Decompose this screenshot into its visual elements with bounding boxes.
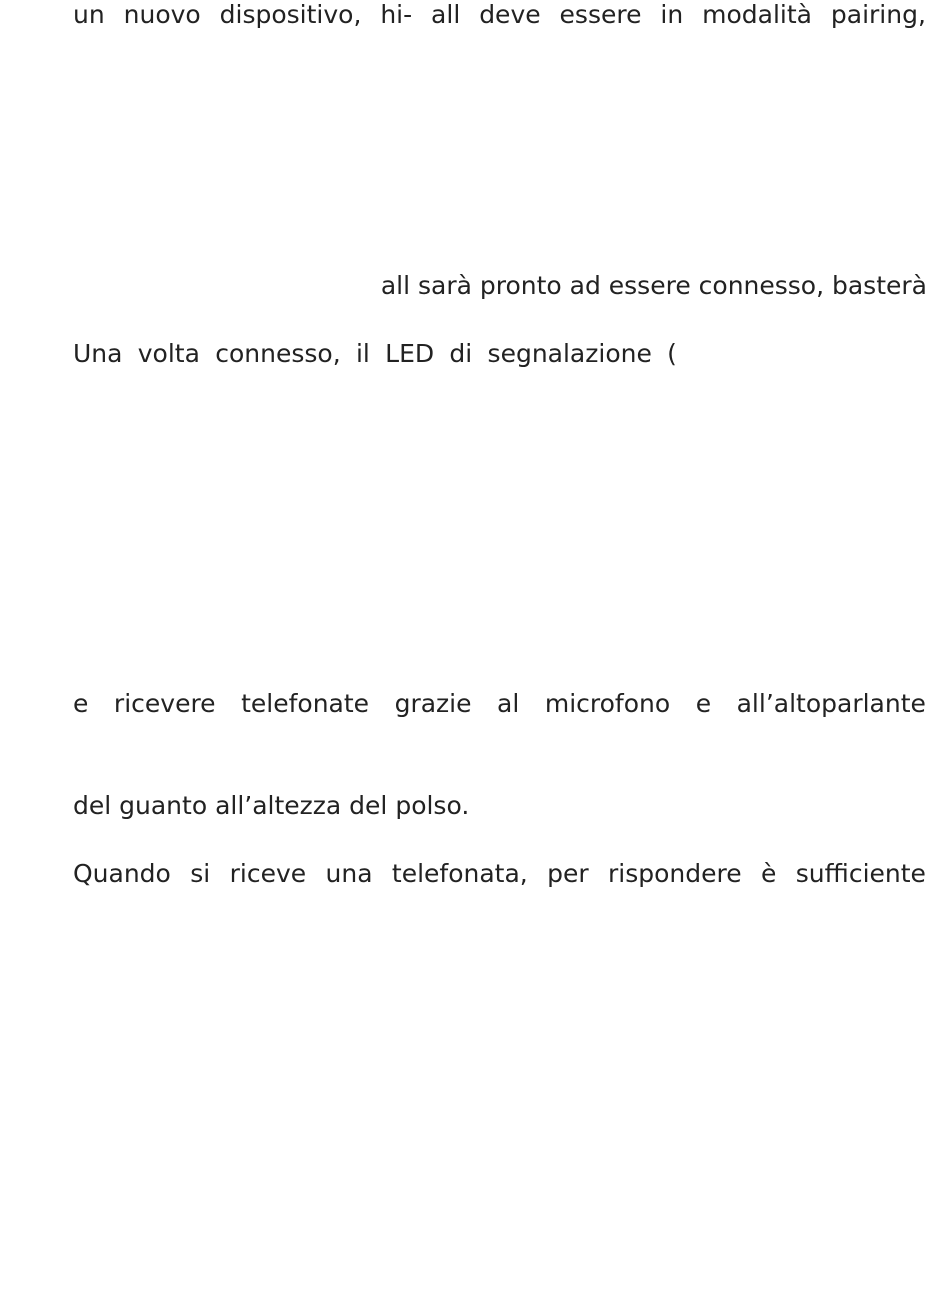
word: ricevere: [113, 689, 216, 718]
word: è: [761, 859, 777, 888]
text-line-pairing: [73, 0, 926, 30]
word: (: [667, 339, 677, 368]
word: riceve: [229, 859, 307, 888]
word: modalità: [702, 0, 812, 29]
text-line-answer-call: [73, 859, 926, 889]
word: nuovo: [123, 0, 201, 29]
word: pairing,: [830, 0, 926, 29]
word: all: [431, 0, 461, 29]
word: una: [325, 859, 373, 888]
word: grazie: [394, 689, 472, 718]
word: Quando: [73, 859, 171, 888]
text-line-receive-calls: [73, 689, 926, 719]
word: sufficiente: [795, 859, 926, 888]
word: un: [73, 0, 105, 29]
word: in: [660, 0, 684, 29]
text-line-ready-to-connect: all sarà pronto ad essere connesso, basterà: [380, 271, 927, 300]
word: essere: [559, 0, 642, 29]
word: telefonate: [241, 689, 370, 718]
word: si: [190, 859, 211, 888]
word: rispondere: [608, 859, 742, 888]
word: connesso,: [215, 339, 341, 368]
word: al: [497, 689, 520, 718]
word: volta: [137, 339, 200, 368]
text-line-led-signal: [73, 339, 677, 369]
word: per: [547, 859, 589, 888]
text-line-glove-wrist: del guanto all’altezza del polso.: [73, 791, 470, 820]
word: di: [449, 339, 473, 368]
word: hi-: [380, 0, 413, 29]
word: e: [695, 689, 712, 718]
word: e: [73, 689, 89, 718]
word: all’altoparlante: [736, 689, 926, 718]
word: microfono: [544, 689, 671, 718]
word: il: [355, 339, 370, 368]
word: deve: [479, 0, 541, 29]
word: LED: [385, 339, 435, 368]
word: telefonata,: [391, 859, 528, 888]
word: dispositivo,: [219, 0, 362, 29]
word: Una: [73, 339, 123, 368]
word: segnalazione: [487, 339, 652, 368]
